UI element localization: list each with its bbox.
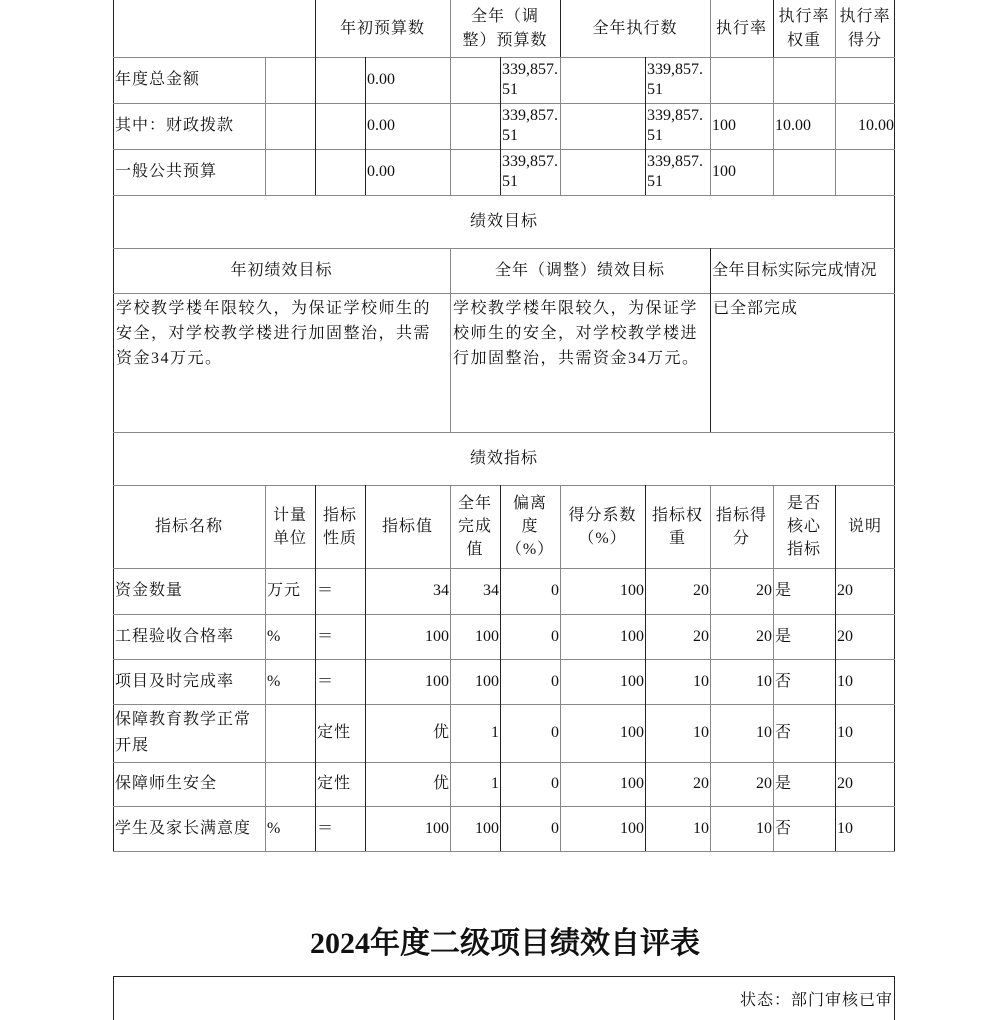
grid-line <box>773 57 774 195</box>
indicator-unit: % <box>267 627 282 645</box>
budget-row-label: 其中：财政拨款 <box>115 117 235 134</box>
header-deviation: 偏离度（%） <box>505 495 555 558</box>
grid-line <box>265 485 266 851</box>
form-title: 2024年度二级项目绩效自评表 <box>310 927 700 960</box>
grid-line <box>113 851 895 852</box>
grid-line <box>450 485 451 851</box>
header-nature: 指标性质 <box>322 506 357 547</box>
grid-line <box>113 103 895 104</box>
indicator-nature: ＝ <box>317 672 335 690</box>
budget-adjusted-value: 339,857.51 <box>502 107 558 144</box>
header-initial-goal: 年初绩效目标 <box>230 261 333 279</box>
next-form-top-border <box>113 976 895 977</box>
indicator-score: 20 <box>756 582 772 599</box>
indicator-target: 优 <box>432 724 449 741</box>
budget-initial-value: 0.00 <box>367 117 395 134</box>
indicator-target: 34 <box>433 582 449 599</box>
indicator-is-core: 是 <box>775 627 793 645</box>
grid-line <box>450 57 451 195</box>
indicator-name: 资金数量 <box>115 582 184 599</box>
grid-line <box>560 0 561 57</box>
indicator-nature: 定性 <box>317 775 352 792</box>
grid-line <box>113 195 895 196</box>
budget-executed-value: 339,857.51 <box>647 153 703 190</box>
indicator-score-coef: 100 <box>620 819 644 837</box>
grid-line <box>113 704 895 705</box>
indicator-is-core: 否 <box>775 672 793 690</box>
grid-line <box>645 485 646 851</box>
grid-line <box>450 248 451 432</box>
budget-adjusted-value: 339,857.51 <box>502 61 558 98</box>
grid-line <box>835 485 836 851</box>
indicator-actual: 100 <box>475 627 499 645</box>
indicator-note: 10 <box>837 672 853 690</box>
grid-line <box>773 485 774 851</box>
actual-completion-text: 已全部完成 <box>713 300 799 317</box>
grid-line <box>315 57 316 195</box>
grid-line <box>315 0 316 57</box>
budget-initial-value: 0.00 <box>367 71 395 88</box>
grid-line <box>113 149 895 150</box>
header-exec-weight: 执行率权重 <box>778 7 830 49</box>
header-target-value: 指标值 <box>381 518 433 535</box>
indicator-deviation: 0 <box>551 819 559 837</box>
indicator-deviation: 0 <box>551 582 559 599</box>
grid-line <box>113 248 895 249</box>
budget-exec-score <box>835 149 895 195</box>
indicator-weight: 10 <box>693 724 709 741</box>
indicator-weight: 20 <box>693 627 709 645</box>
budget-exec-rate: 100 <box>712 163 736 180</box>
grid-line <box>560 485 561 851</box>
indicator-actual: 34 <box>483 582 499 599</box>
grid-line <box>894 0 895 851</box>
grid-line <box>113 614 895 615</box>
indicator-score: 10 <box>756 819 772 837</box>
grid-line <box>500 485 501 851</box>
budget-executed-value: 339,857.51 <box>647 107 703 144</box>
indicator-score-coef: 100 <box>620 775 644 792</box>
budget-executed-value: 339,857.51 <box>647 61 703 98</box>
indicator-actual: 1 <box>491 775 499 792</box>
grid-line <box>500 57 501 195</box>
indicator-note: 20 <box>837 627 853 645</box>
budget-exec-score: 10.00 <box>858 117 894 134</box>
indicator-score: 10 <box>756 724 772 741</box>
grid-line <box>113 485 895 486</box>
header-score: 指标得分 <box>716 506 768 547</box>
header-exec-rate: 执行率 <box>715 19 767 37</box>
indicators-section-title: 绩效指标 <box>469 449 538 467</box>
indicator-name: 工程验收合格率 <box>115 627 235 645</box>
header-executed: 全年执行数 <box>592 19 678 37</box>
grid-line <box>113 659 895 660</box>
indicator-nature: ＝ <box>317 627 335 645</box>
indicator-unit: 万元 <box>267 582 302 599</box>
header-adjusted-goal: 全年（调整）绩效目标 <box>494 261 665 279</box>
indicator-is-core: 否 <box>775 724 793 741</box>
grid-line <box>113 0 114 851</box>
indicator-score: 20 <box>756 627 772 645</box>
grid-line <box>113 762 895 763</box>
indicator-unit: % <box>267 672 282 690</box>
header-is-core: 是否核心指标 <box>786 495 821 558</box>
grid-line <box>365 485 366 851</box>
indicator-note: 10 <box>837 724 853 741</box>
budget-exec-weight <box>773 57 835 103</box>
indicator-weight: 20 <box>693 582 709 599</box>
indicator-weight: 20 <box>693 775 709 792</box>
budget-row-label: 年度总金额 <box>115 71 201 88</box>
grid-line <box>113 806 895 807</box>
indicator-nature: ＝ <box>317 582 335 599</box>
indicator-weight: 10 <box>693 672 709 690</box>
goals-section-title: 绩效目标 <box>469 212 538 230</box>
grid-line <box>113 293 895 294</box>
indicator-deviation: 0 <box>551 672 559 690</box>
indicator-target: 100 <box>425 672 449 690</box>
header-unit: 计量单位 <box>272 506 307 547</box>
indicator-is-core: 是 <box>775 775 793 792</box>
indicator-is-core: 是 <box>775 582 793 599</box>
grid-line <box>113 432 895 433</box>
indicator-target: 100 <box>425 627 449 645</box>
indicator-unit <box>265 762 315 806</box>
indicator-target: 100 <box>425 819 449 837</box>
budget-exec-rate <box>710 57 773 103</box>
next-form-left-border <box>113 976 114 1020</box>
indicator-score: 20 <box>756 775 772 792</box>
header-indicator-name: 指标名称 <box>154 518 223 535</box>
grid-line <box>265 57 266 195</box>
indicator-score: 10 <box>756 672 772 690</box>
grid-line <box>365 57 366 195</box>
indicator-name: 项目及时完成率 <box>115 672 235 690</box>
header-initial-budget: 年初预算数 <box>339 19 425 37</box>
indicator-note: 10 <box>837 819 853 837</box>
grid-line <box>560 57 561 195</box>
header-score-coef: 得分系数（%） <box>568 506 637 547</box>
header-weight: 指标权重 <box>651 506 703 547</box>
next-form-right-border <box>894 976 895 1020</box>
header-exec-score: 执行率得分 <box>839 7 891 49</box>
grid-line <box>773 0 774 57</box>
budget-exec-score <box>835 57 895 103</box>
indicator-name: 保障师生安全 <box>115 775 218 792</box>
budget-adjusted-value: 339,857.51 <box>502 153 558 190</box>
indicator-is-core: 否 <box>775 819 793 837</box>
grid-line <box>645 57 646 195</box>
initial-goal-text: 学校教学楼年限较久，为保证学校师生的安全，对学校教学楼进行加固整治，共需资金34万元。 <box>116 300 432 367</box>
indicator-score-coef: 100 <box>620 672 644 690</box>
indicator-actual: 100 <box>475 819 499 837</box>
indicator-deviation: 0 <box>551 775 559 792</box>
indicator-nature: ＝ <box>317 819 335 837</box>
indicator-score-coef: 100 <box>620 724 644 741</box>
indicator-score-coef: 100 <box>620 627 644 645</box>
grid-line <box>710 485 711 851</box>
indicator-deviation: 0 <box>551 627 559 645</box>
header-actual-value: 全年完成值 <box>457 495 492 558</box>
grid-line <box>450 0 451 57</box>
budget-exec-weight <box>773 149 835 195</box>
indicator-name: 学生及家长满意度 <box>115 819 252 837</box>
header-adjusted-budget: 全年（调整）预算数 <box>462 7 548 49</box>
grid-line <box>835 57 836 195</box>
budget-exec-rate: 100 <box>712 117 736 134</box>
indicator-deviation: 0 <box>551 724 559 741</box>
budget-row-label: 一般公共预算 <box>115 163 218 180</box>
budget-exec-weight: 10.00 <box>775 117 811 134</box>
indicator-nature: 定性 <box>317 724 352 741</box>
grid-line <box>710 57 711 195</box>
indicator-actual: 100 <box>475 672 499 690</box>
indicator-target: 优 <box>432 775 449 792</box>
budget-initial-value: 0.00 <box>367 163 395 180</box>
header-note: 说明 <box>847 518 882 535</box>
indicator-actual: 1 <box>491 724 499 741</box>
header-actual-completion: 全年目标实际完成情况 <box>712 261 878 279</box>
grid-line <box>710 248 711 432</box>
adjusted-goal-text: 学校教学楼年限较久，为保证学校师生的安全，对学校教学楼进行加固整治，共需资金34万元。 <box>453 300 700 367</box>
indicator-note: 20 <box>837 582 853 599</box>
indicator-score-coef: 100 <box>620 582 644 599</box>
grid-line <box>113 568 895 569</box>
indicator-unit: % <box>267 819 282 837</box>
grid-line <box>835 0 836 57</box>
indicator-weight: 10 <box>693 819 709 837</box>
grid-line <box>113 57 895 58</box>
indicator-note: 20 <box>837 775 853 792</box>
grid-line <box>315 485 316 851</box>
indicator-name: 保障教育教学正常开展 <box>115 711 252 754</box>
review-status: 状态：部门审核已审 <box>739 992 893 1009</box>
grid-line <box>710 0 711 57</box>
indicator-unit <box>265 704 315 762</box>
